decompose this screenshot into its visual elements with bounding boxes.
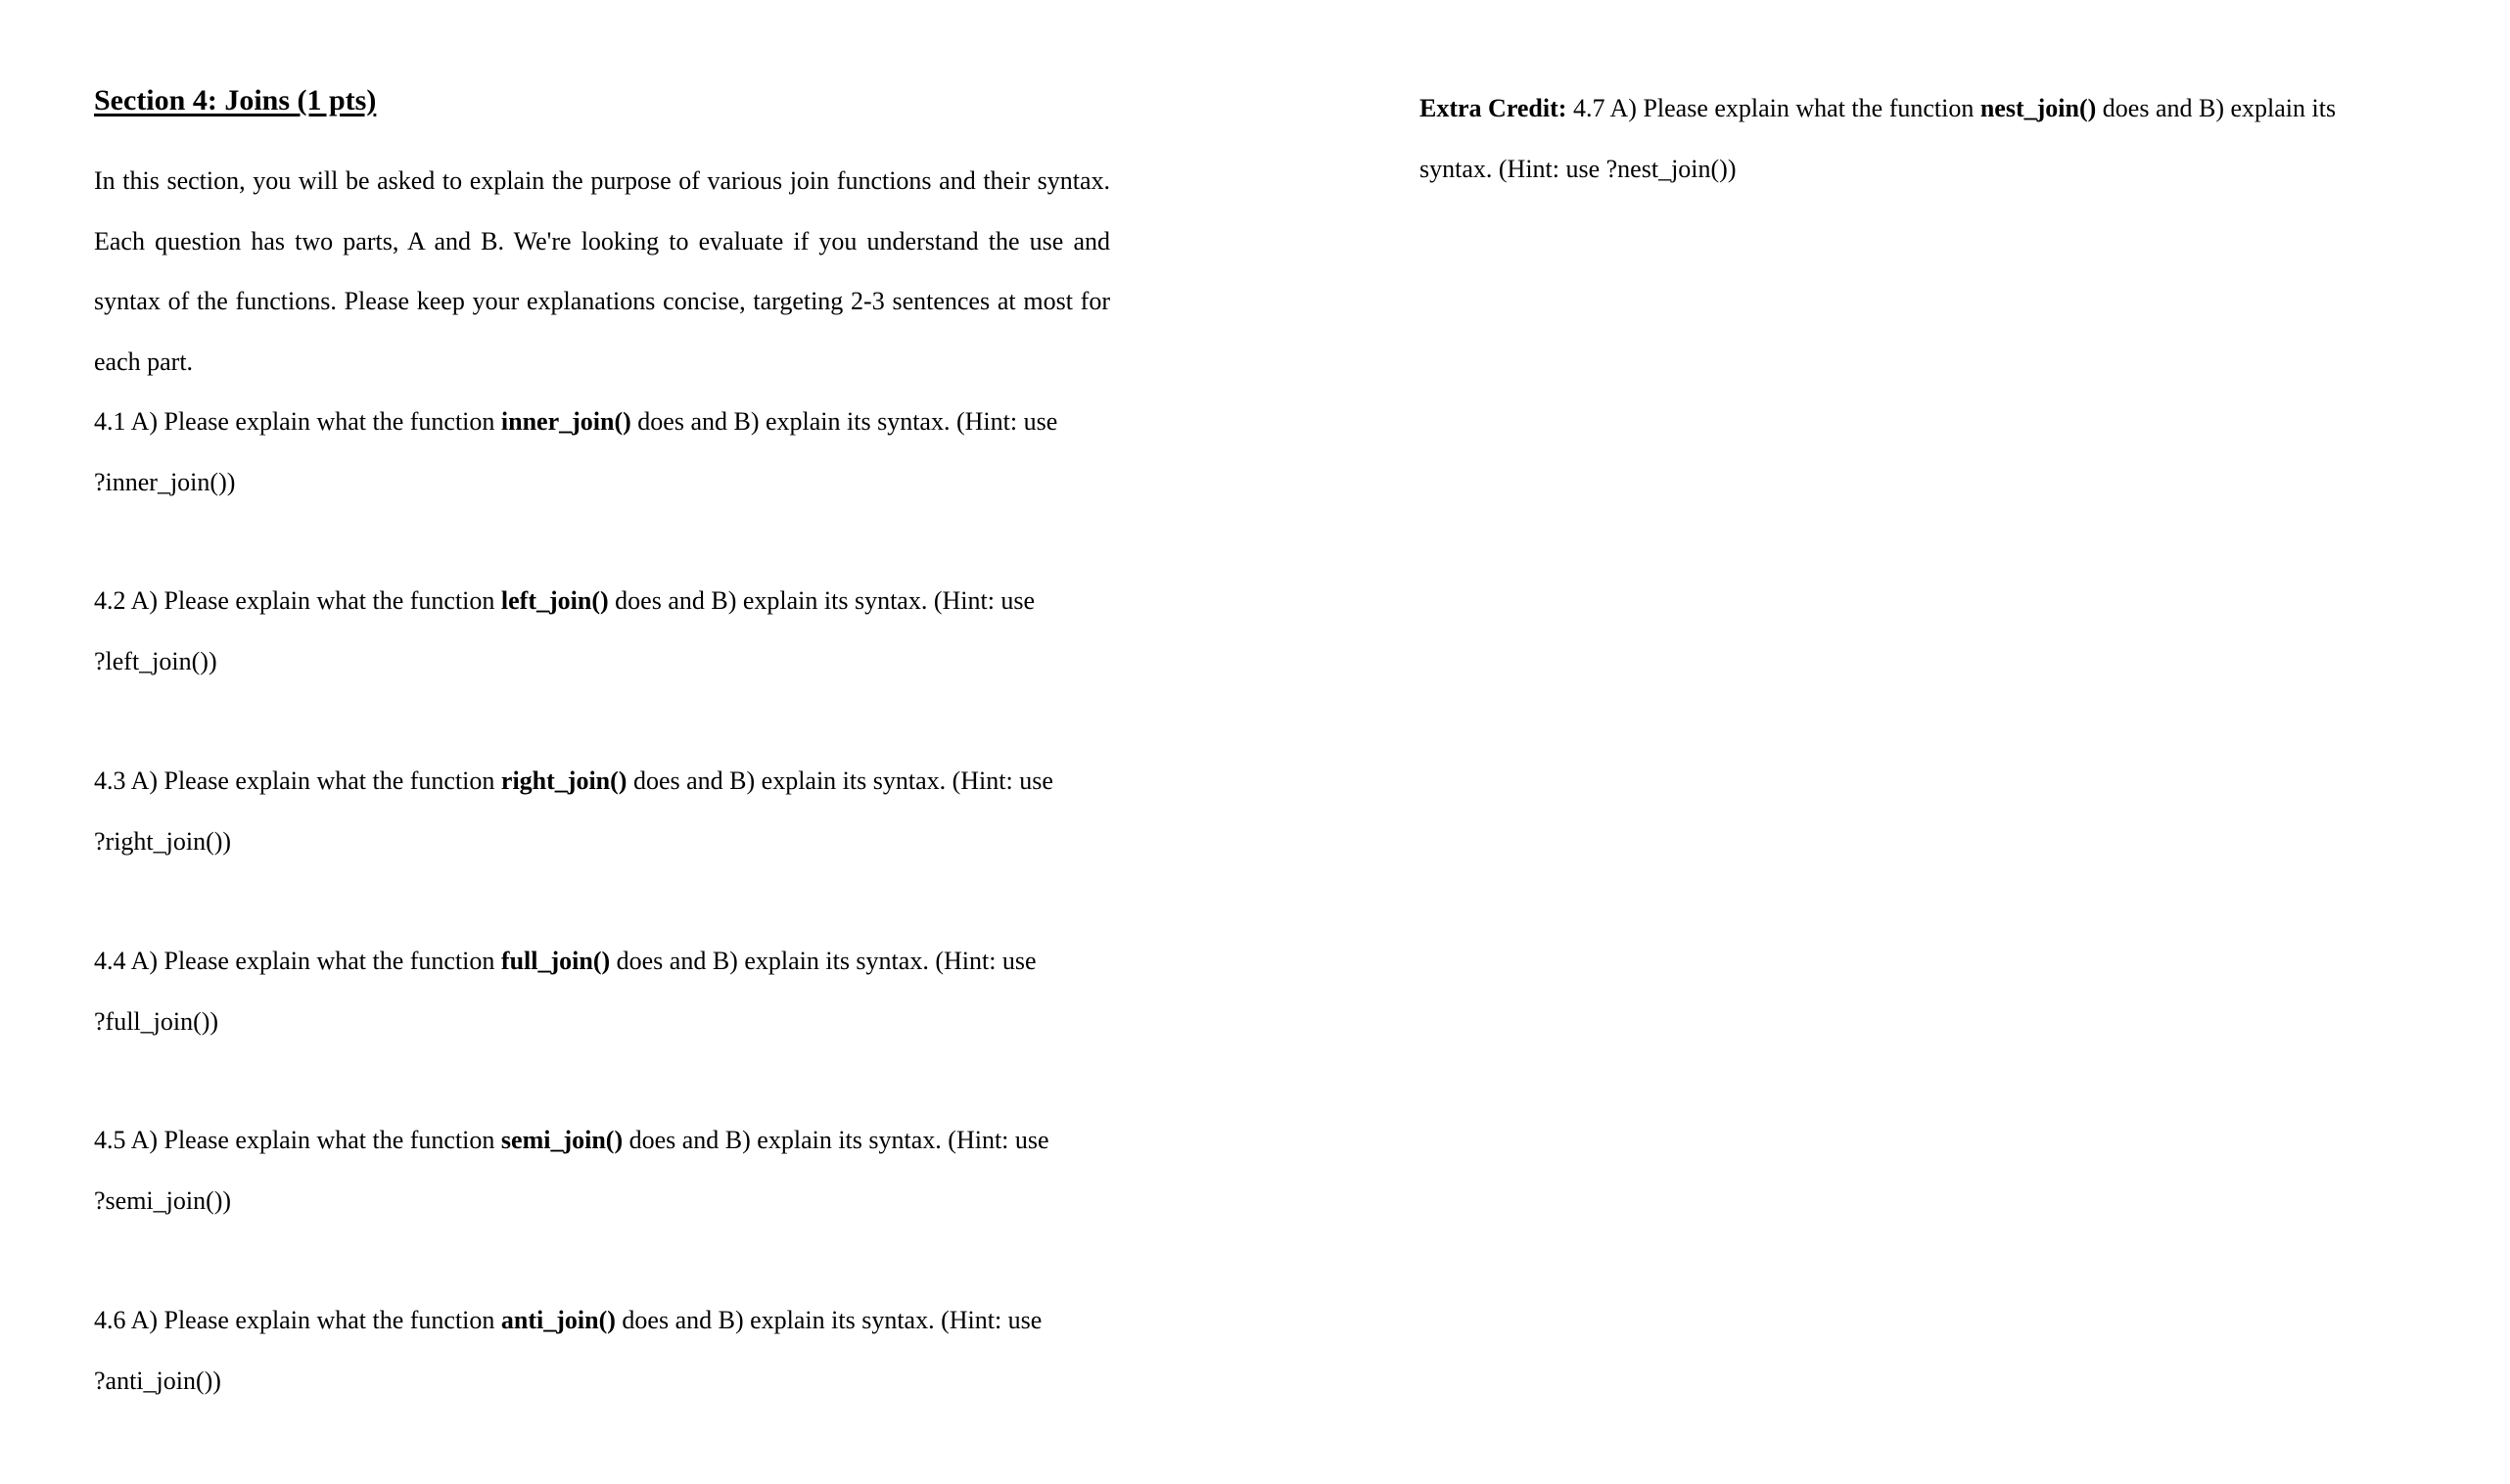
intro-line: In this section, you will be asked to explain the purpose of various join functions and their syntax. bbox=[94, 166, 1110, 195]
question-suffix: does and B) explain its bbox=[2096, 94, 2337, 122]
question-suffix: does and B) explain its syntax. (Hint: use bbox=[627, 766, 1053, 795]
intro-line: each part. bbox=[94, 347, 194, 376]
question-prefix: 4.2 A) Please explain what the function bbox=[94, 586, 501, 615]
question-suffix: does and B) explain its syntax. (Hint: use bbox=[608, 586, 1036, 615]
question-4-5 bbox=[94, 1110, 1112, 1230]
function-name: semi_join() bbox=[500, 1126, 624, 1154]
intro-line: syntax of the functions. Please keep your explanations concise, targeting 2-3 sentences at most for bbox=[94, 287, 1110, 315]
section-intro bbox=[94, 151, 1110, 392]
question-suffix: does and B) explain its syntax. (Hint: use bbox=[615, 1306, 1043, 1334]
question-suffix: does and B) explain its syntax. (Hint: use bbox=[610, 947, 1037, 975]
function-name: nest_join() bbox=[1979, 94, 2097, 122]
question-line bbox=[94, 1290, 1112, 1351]
question-prefix: 4.1 A) Please explain what the function bbox=[94, 407, 501, 436]
question-prefix: 4.5 A) Please explain what the function bbox=[94, 1126, 501, 1154]
question-hint: ?full_join()) bbox=[94, 1006, 219, 1036]
function-name: full_join() bbox=[500, 947, 611, 975]
intro-line: Each question has two parts, A and B. We're looking to evaluate if you understand the use and bbox=[94, 226, 1110, 255]
question-line bbox=[94, 931, 1112, 992]
question-prefix: 4.3 A) Please explain what the function bbox=[94, 766, 501, 795]
extra-credit-question bbox=[1419, 78, 2398, 199]
question-prefix: 4.7 A) Please explain what the function bbox=[1566, 94, 1980, 122]
question-hint: ?right_join()) bbox=[94, 826, 232, 856]
question-suffix: does and B) explain its syntax. (Hint: use bbox=[630, 407, 1058, 436]
question-hint: ?semi_join()) bbox=[94, 1185, 232, 1215]
section-title: Section 4: Joins (1 pts) bbox=[94, 84, 377, 116]
question-4-2 bbox=[94, 571, 1112, 691]
extra-credit-line bbox=[1419, 78, 2398, 139]
function-name: anti_join() bbox=[500, 1306, 616, 1334]
question-suffix: does and B) explain its syntax. (Hint: use bbox=[623, 1126, 1049, 1154]
question-line bbox=[94, 1110, 1112, 1171]
question-prefix: 4.4 A) Please explain what the function bbox=[94, 947, 501, 975]
extra-credit-hint: syntax. (Hint: use ?nest_join()) bbox=[1419, 154, 1737, 183]
question-hint: ?anti_join()) bbox=[94, 1366, 221, 1395]
question-hint: ?inner_join()) bbox=[94, 467, 236, 496]
extra-credit-label: Extra Credit: bbox=[1419, 94, 1567, 122]
function-name: left_join() bbox=[500, 586, 609, 615]
function-name: inner_join() bbox=[500, 407, 631, 436]
question-line bbox=[94, 571, 1112, 631]
question-4-6 bbox=[94, 1290, 1112, 1411]
question-line bbox=[94, 751, 1112, 812]
question-hint: ?left_join()) bbox=[94, 646, 217, 675]
question-line bbox=[94, 392, 1112, 452]
question-4-1 bbox=[94, 392, 1112, 512]
question-4-4 bbox=[94, 931, 1112, 1051]
function-name: right_join() bbox=[500, 766, 628, 795]
question-4-3 bbox=[94, 751, 1112, 871]
question-prefix: 4.6 A) Please explain what the function bbox=[94, 1306, 501, 1334]
